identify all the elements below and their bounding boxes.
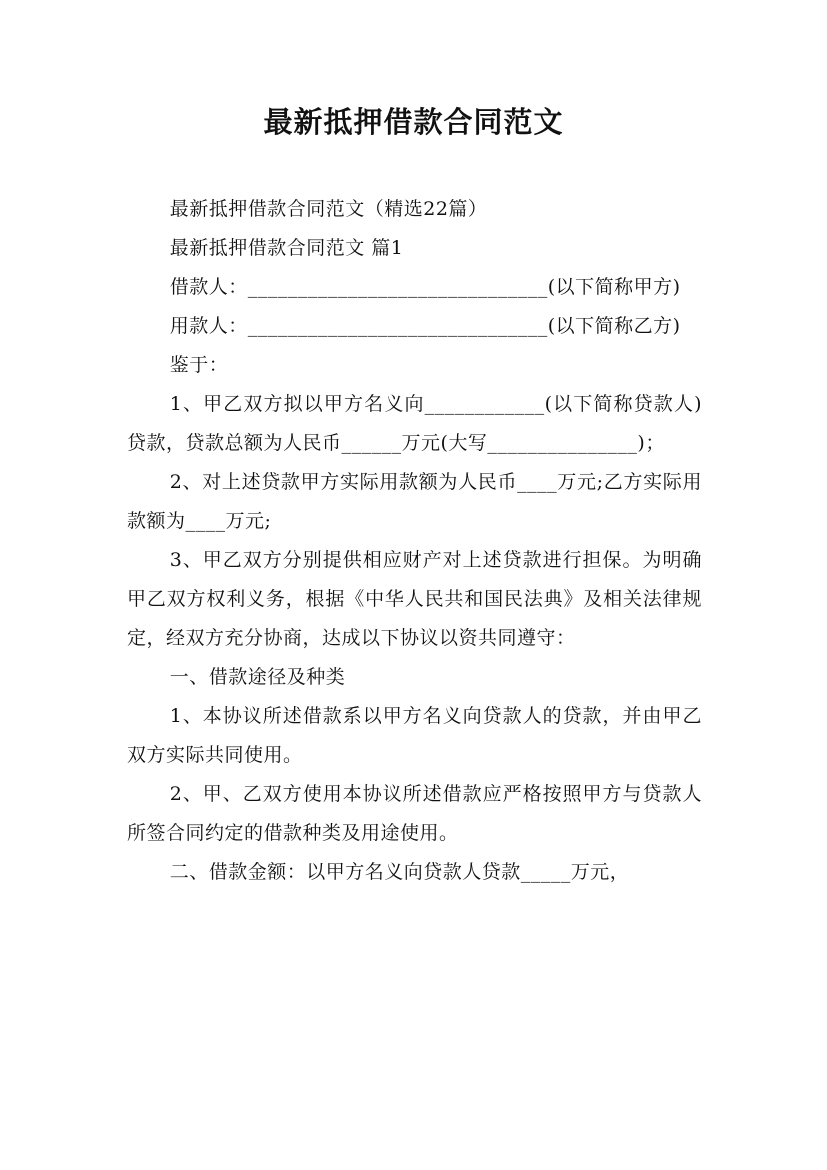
document-title: 最新抵押借款合同范文	[263, 105, 564, 139]
paragraph-borrower: 借款人：______________________________(以下简称甲方)	[169, 276, 681, 298]
paragraph-chapter-1-item-2: 2、甲、乙双方使用本协议所述借款应严格按照甲方与贷款人所签合同约定的借款种类及用途使用。	[127, 783, 702, 844]
paragraph-whereas: 鉴于：	[169, 354, 229, 376]
paragraph-section-heading: 最新抵押借款合同范文 篇1	[169, 237, 404, 259]
paragraph-item-1: 1、甲乙双方拟以甲方名义向____________(以下简称贷款人)贷款，贷款总额为人民币______万元(大写_______________)；	[127, 393, 702, 454]
paragraph-item-3: 3、甲乙双方分别提供相应财产对上述贷款进行担保。为明确甲乙双方权利义务，根据《中华人民共和国民法典》及相关法律规定，经双方充分协商，达成以下协议以资共同遵守：	[127, 549, 702, 649]
paragraph-user: 用款人：______________________________(以下简称乙方)	[169, 315, 681, 337]
paragraph-chapter-1: 一、借款途径及种类	[169, 666, 346, 688]
paragraph-chapter-1-item-1: 1、本协议所述借款系以甲方名义向贷款人的贷款，并由甲乙双方实际共同使用。	[127, 705, 702, 766]
paragraph-subtitle: 最新抵押借款合同范文（精选22篇）	[169, 198, 488, 220]
document-body	[127, 190, 702, 892]
paragraph-item-2: 2、对上述贷款甲方实际用款额为人民币____万元;乙方实际用款额为____万元;	[127, 471, 702, 532]
paragraph-chapter-2: 二、借款金额：以甲方名义向贷款人贷款_____万元，	[169, 861, 630, 883]
